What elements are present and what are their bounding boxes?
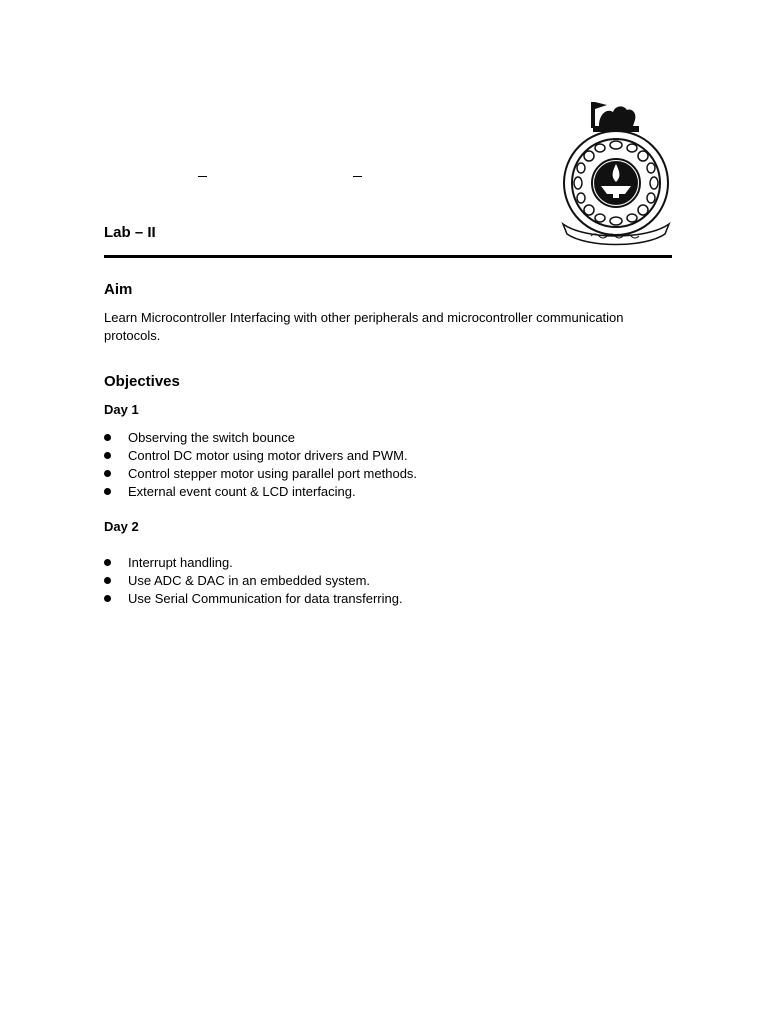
bullet-dot-icon bbox=[104, 488, 111, 495]
list-item-text: Use ADC & DAC in an embedded system. bbox=[128, 573, 371, 588]
list-item bbox=[104, 447, 664, 465]
day2-heading: Day 2 bbox=[104, 519, 139, 534]
objectives-heading: Objectives bbox=[104, 373, 180, 390]
list-item bbox=[104, 465, 664, 483]
day2-list bbox=[104, 554, 664, 608]
university-crest-icon bbox=[555, 98, 677, 248]
list-item-text: External event count & LCD interfacing. bbox=[128, 484, 356, 499]
lab-title: Lab – II bbox=[104, 224, 156, 241]
blank-underscore bbox=[353, 176, 362, 177]
bullet-dot-icon bbox=[104, 577, 111, 584]
bullet-dot-icon bbox=[104, 595, 111, 602]
list-item bbox=[104, 572, 664, 590]
list-item bbox=[104, 590, 664, 608]
bullet-dot-icon bbox=[104, 434, 111, 441]
bullet-dot-icon bbox=[104, 452, 111, 459]
list-item-text: Interrupt handling. bbox=[128, 555, 233, 570]
list-item-text: Observing the switch bounce bbox=[128, 430, 295, 445]
header-divider bbox=[104, 255, 672, 258]
aim-text: Learn Microcontroller Interfacing with other peripherals and microcontroller communication protocols. bbox=[104, 310, 624, 343]
list-item-text: Control stepper motor using parallel port methods. bbox=[128, 466, 418, 481]
list-item-text: Use Serial Communication for data transferring. bbox=[128, 591, 403, 606]
list-item bbox=[104, 483, 664, 501]
day1-list bbox=[104, 429, 664, 501]
day1-heading: Day 1 bbox=[104, 402, 139, 417]
blank-underscore bbox=[198, 176, 207, 177]
list-item bbox=[104, 554, 664, 572]
aim-heading: Aim bbox=[104, 281, 133, 298]
bullet-dot-icon bbox=[104, 559, 111, 566]
list-item bbox=[104, 429, 664, 447]
bullet-dot-icon bbox=[104, 470, 111, 477]
list-item-text: Control DC motor using motor drivers and PWM. bbox=[128, 448, 408, 463]
